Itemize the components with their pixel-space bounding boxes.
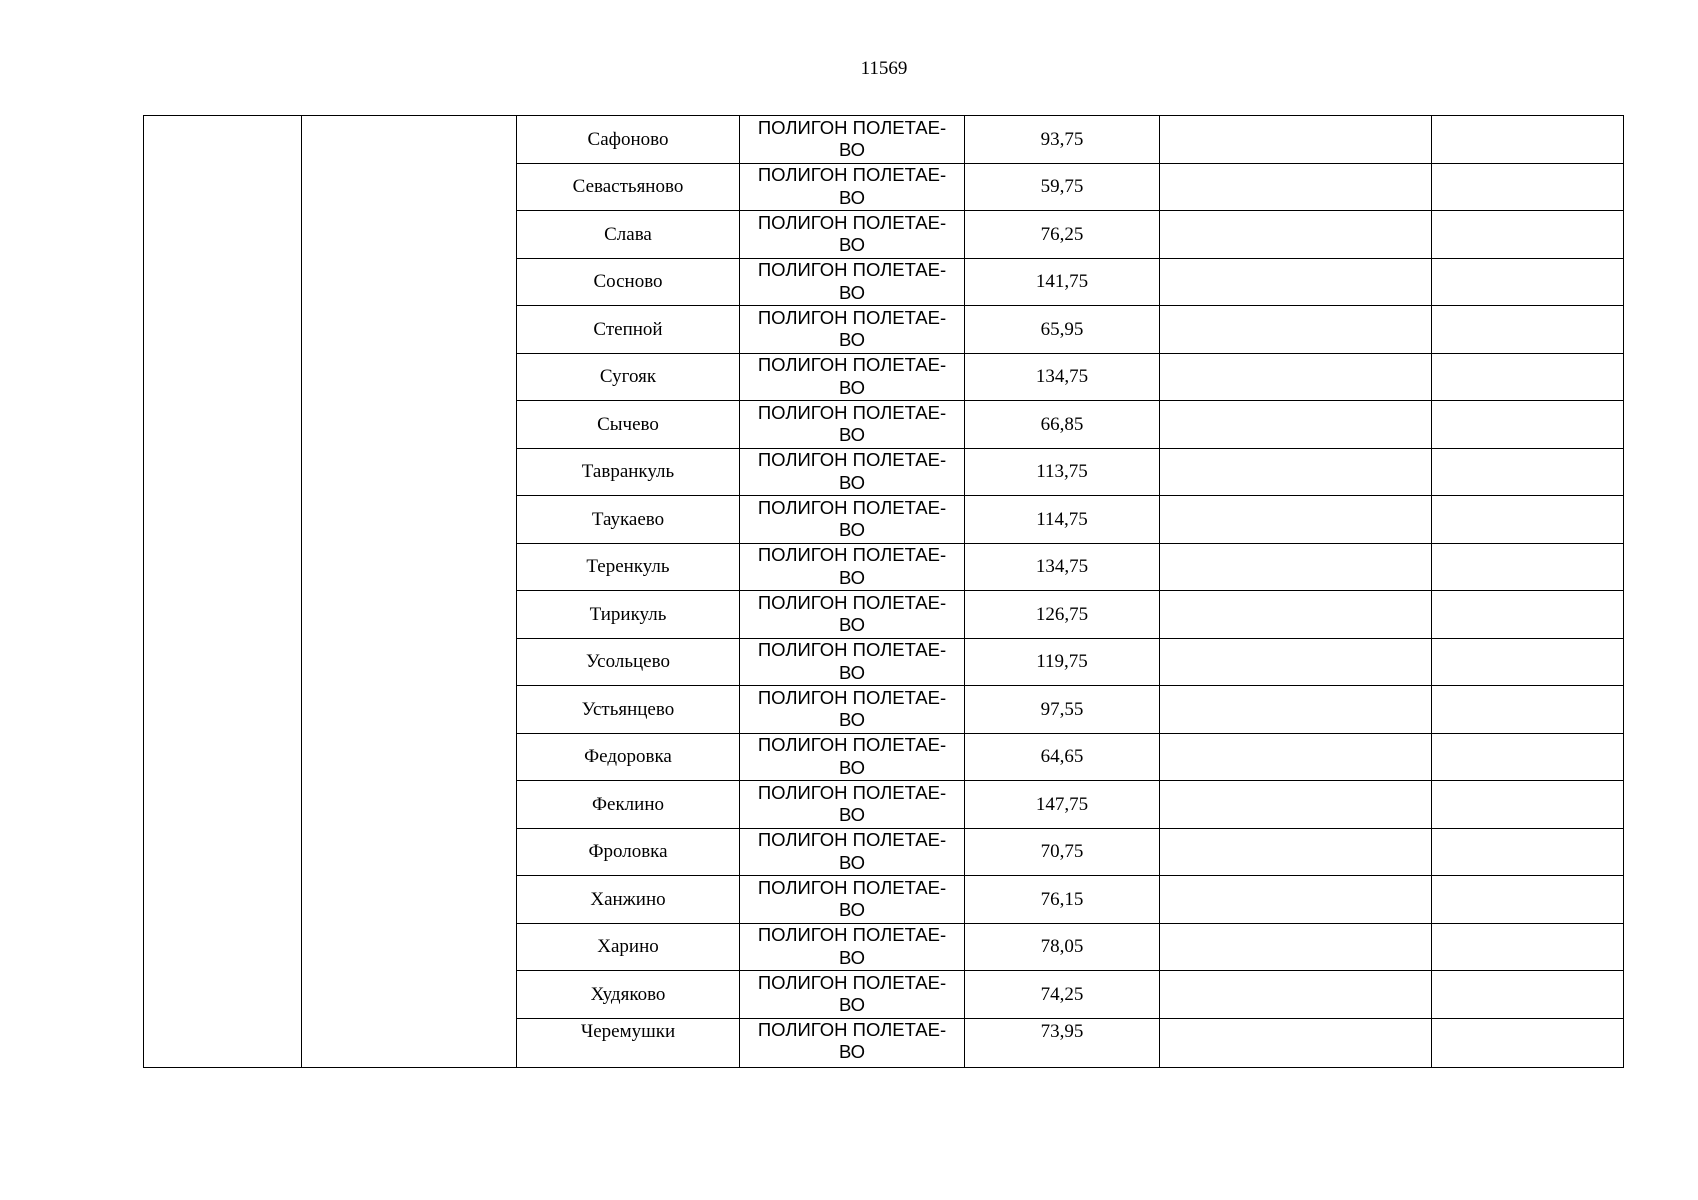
landfill-name-line1: ПОЛИГОН ПОЛЕТАЕ- (757, 164, 947, 186)
landfill-name-line2: ВО (838, 329, 866, 351)
landfill-cell (740, 638, 965, 686)
settlement-cell: Черемушки (517, 1018, 740, 1068)
distance-cell: 93,75 (965, 116, 1160, 164)
landfill-cell (740, 448, 965, 496)
empty-cell (1160, 353, 1432, 401)
empty-cell (1432, 638, 1624, 686)
settlement-cell: Фроловка (517, 828, 740, 876)
empty-cell (1160, 306, 1432, 354)
settlement-landfill-table (143, 115, 1624, 1068)
landfill-cell (740, 353, 965, 401)
empty-cell (1160, 971, 1432, 1019)
merged-empty-cell-region (144, 116, 302, 1068)
landfill-name-line2: ВО (838, 756, 866, 778)
empty-cell (1160, 686, 1432, 734)
empty-cell (1432, 781, 1624, 829)
empty-cell (1160, 876, 1432, 924)
distance-cell: 147,75 (965, 781, 1160, 829)
empty-cell (1160, 116, 1432, 164)
empty-cell (1160, 543, 1432, 591)
landfill-cell (740, 923, 965, 971)
landfill-name-line2: ВО (838, 946, 866, 968)
landfill-name-line1: ПОЛИГОН ПОЛЕТАЕ- (757, 401, 947, 423)
landfill-cell (740, 686, 965, 734)
landfill-name-line1: ПОЛИГОН ПОЛЕТАЕ- (757, 449, 947, 471)
distance-cell: 65,95 (965, 306, 1160, 354)
landfill-name-line2: ВО (838, 899, 866, 921)
landfill-cell (740, 116, 965, 164)
landfill-name-line1: ПОЛИГОН ПОЛЕТАЕ- (757, 496, 947, 518)
distance-cell: 134,75 (965, 353, 1160, 401)
landfill-name-line2: ВО (838, 804, 866, 826)
landfill-cell (740, 591, 965, 639)
empty-cell (1432, 306, 1624, 354)
landfill-name-line1: ПОЛИГОН ПОЛЕТАЕ- (757, 1018, 947, 1040)
landfill-name-line2: ВО (838, 1041, 866, 1063)
settlement-cell: Слава (517, 211, 740, 259)
landfill-name-line2: ВО (838, 234, 866, 256)
landfill-cell (740, 971, 965, 1019)
landfill-cell (740, 828, 965, 876)
settlement-cell: Феклино (517, 781, 740, 829)
settlement-cell: Сосново (517, 258, 740, 306)
settlement-cell: Тирикуль (517, 591, 740, 639)
landfill-name-line2: ВО (838, 281, 866, 303)
empty-cell (1160, 163, 1432, 211)
empty-cell (1432, 876, 1624, 924)
landfill-name-line1: ПОЛИГОН ПОЛЕТАЕ- (757, 211, 947, 233)
empty-cell (1432, 258, 1624, 306)
settlement-cell: Сугояк (517, 353, 740, 401)
landfill-name-line1: ПОЛИГОН ПОЛЕТАЕ- (757, 354, 947, 376)
landfill-cell (740, 211, 965, 259)
distance-cell: 141,75 (965, 258, 1160, 306)
distance-cell: 76,25 (965, 211, 1160, 259)
landfill-name-line2: ВО (838, 424, 866, 446)
landfill-name-line1: ПОЛИГОН ПОЛЕТАЕ- (757, 639, 947, 661)
empty-cell (1160, 258, 1432, 306)
landfill-cell (740, 781, 965, 829)
landfill-cell (740, 876, 965, 924)
settlement-cell: Севастьяново (517, 163, 740, 211)
landfill-name-line1: ПОЛИГОН ПОЛЕТАЕ- (757, 116, 947, 138)
landfill-cell (740, 1018, 965, 1068)
distance-cell: 74,25 (965, 971, 1160, 1019)
settlement-cell: Теренкуль (517, 543, 740, 591)
settlement-cell: Усольцево (517, 638, 740, 686)
settlement-cell: Ханжино (517, 876, 740, 924)
settlement-cell: Устьянцево (517, 686, 740, 734)
landfill-name-line2: ВО (838, 661, 866, 683)
landfill-name-line1: ПОЛИГОН ПОЛЕТАЕ- (757, 971, 947, 993)
landfill-name-line2: ВО (838, 994, 866, 1016)
distance-cell: 113,75 (965, 448, 1160, 496)
landfill-name-line1: ПОЛИГОН ПОЛЕТАЕ- (757, 876, 947, 898)
landfill-name-line1: ПОЛИГОН ПОЛЕТАЕ- (757, 591, 947, 613)
empty-cell (1160, 638, 1432, 686)
landfill-name-line2: ВО (838, 471, 866, 493)
distance-cell: 66,85 (965, 401, 1160, 449)
empty-cell (1432, 923, 1624, 971)
distance-cell: 97,55 (965, 686, 1160, 734)
distance-cell: 64,65 (965, 733, 1160, 781)
landfill-name-line2: ВО (838, 566, 866, 588)
landfill-name-line2: ВО (838, 186, 866, 208)
landfill-name-line1: ПОЛИГОН ПОЛЕТАЕ- (757, 306, 947, 328)
settlement-cell: Степной (517, 306, 740, 354)
distance-cell: 70,75 (965, 828, 1160, 876)
empty-cell (1432, 116, 1624, 164)
landfill-cell (740, 496, 965, 544)
distance-cell: 119,75 (965, 638, 1160, 686)
landfill-name-line1: ПОЛИГОН ПОЛЕТАЕ- (757, 686, 947, 708)
page-number: 11569 (860, 58, 908, 79)
landfill-cell (740, 401, 965, 449)
empty-cell (1432, 828, 1624, 876)
empty-cell (1160, 591, 1432, 639)
empty-cell (1432, 163, 1624, 211)
settlement-cell: Тавранкуль (517, 448, 740, 496)
distance-cell: 76,15 (965, 876, 1160, 924)
empty-cell (1432, 496, 1624, 544)
empty-cell (1160, 733, 1432, 781)
landfill-name-line2: ВО (838, 376, 866, 398)
empty-cell (1160, 211, 1432, 259)
empty-cell (1160, 781, 1432, 829)
settlement-cell: Сафоново (517, 116, 740, 164)
empty-cell (1160, 923, 1432, 971)
landfill-name-line1: ПОЛИГОН ПОЛЕТАЕ- (757, 829, 947, 851)
empty-cell (1160, 1018, 1432, 1068)
empty-cell (1432, 448, 1624, 496)
landfill-name-line2: ВО (838, 614, 866, 636)
distance-cell: 126,75 (965, 591, 1160, 639)
settlement-cell: Таукаево (517, 496, 740, 544)
empty-cell (1160, 448, 1432, 496)
empty-cell (1160, 496, 1432, 544)
landfill-name-line2: ВО (838, 709, 866, 731)
empty-cell (1432, 353, 1624, 401)
distance-cell: 114,75 (965, 496, 1160, 544)
landfill-name-line1: ПОЛИГОН ПОЛЕТАЕ- (757, 924, 947, 946)
settlement-cell: Сычево (517, 401, 740, 449)
landfill-name-line1: ПОЛИГОН ПОЛЕТАЕ- (757, 259, 947, 281)
distance-cell: 73,95 (965, 1018, 1160, 1068)
empty-cell (1432, 686, 1624, 734)
empty-cell (1432, 1018, 1624, 1068)
empty-cell (1160, 401, 1432, 449)
landfill-cell (740, 733, 965, 781)
landfill-cell (740, 543, 965, 591)
empty-cell (1432, 401, 1624, 449)
empty-cell (1432, 733, 1624, 781)
table-body (144, 116, 1624, 1068)
empty-cell (1432, 971, 1624, 1019)
landfill-name-line1: ПОЛИГОН ПОЛЕТАЕ- (757, 734, 947, 756)
merged-empty-cell-operator (302, 116, 517, 1068)
settlement-cell: Харино (517, 923, 740, 971)
distance-cell: 134,75 (965, 543, 1160, 591)
landfill-name-line2: ВО (838, 519, 866, 541)
settlement-cell: Федоровка (517, 733, 740, 781)
landfill-name-line1: ПОЛИГОН ПОЛЕТАЕ- (757, 544, 947, 566)
landfill-name-line2: ВО (838, 139, 866, 161)
empty-cell (1432, 543, 1624, 591)
landfill-cell (740, 163, 965, 211)
empty-cell (1160, 828, 1432, 876)
settlement-cell: Худяково (517, 971, 740, 1019)
landfill-name-line2: ВО (838, 851, 866, 873)
landfill-cell (740, 258, 965, 306)
distance-cell: 59,75 (965, 163, 1160, 211)
empty-cell (1432, 591, 1624, 639)
distance-cell: 78,05 (965, 923, 1160, 971)
empty-cell (1432, 211, 1624, 259)
landfill-name-line1: ПОЛИГОН ПОЛЕТАЕ- (757, 781, 947, 803)
landfill-cell (740, 306, 965, 354)
table-row (144, 116, 1624, 164)
